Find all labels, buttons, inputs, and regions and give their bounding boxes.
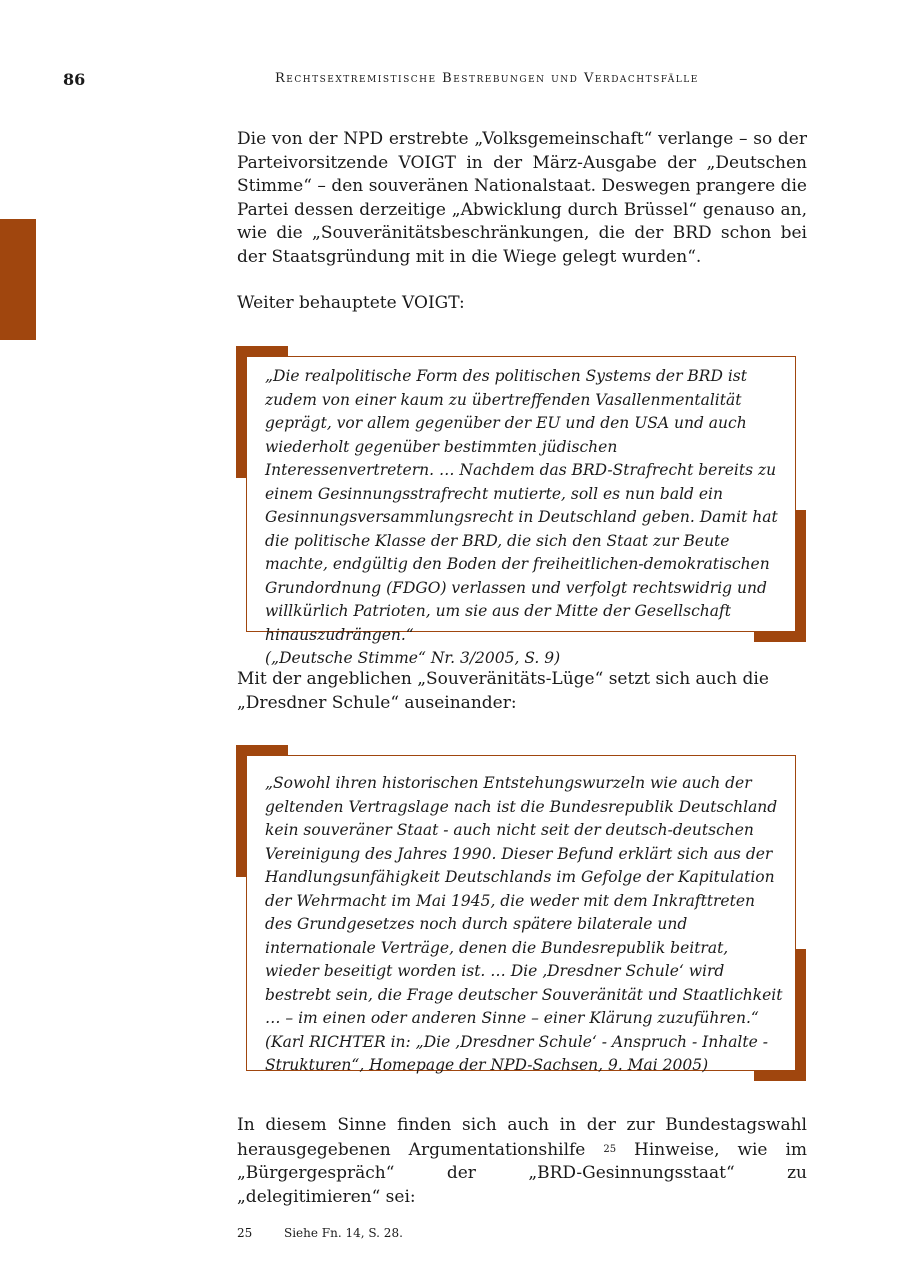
body-paragraph-2: Weiter behauptete VOIGT: (237, 293, 465, 313)
quote-accent-left (236, 745, 246, 877)
quote-accent-left (236, 346, 246, 478)
footnote-reference[interactable]: 25 (603, 1143, 617, 1155)
quote-text (265, 772, 785, 1078)
body-paragraph-1: Die von der NPD erstrebte „Volksgemeinschaft“ verlange – so der Parteivorsitzende VOIGT in der März-Ausgabe der „Deutschen Stimme“ – den souveränen Nationalstaat. Deswegen prangere die Partei dessen derzeitige „Abwicklung durch Brüssel“ genauso an, wie die „Souveränitätsbeschränkungen, die der BRD schon bei der Staatsgründung mit in die Wiege gelegt wurden“. (237, 129, 807, 267)
quote-frame (246, 755, 796, 1074)
page-number: 86 (63, 70, 86, 89)
paragraph-text: In diesem Sinne finden sich auch in der zur Bundestagswahl herausgegebenen Argumentationshilfe (237, 1115, 807, 1160)
quote-text (265, 365, 785, 671)
footnote-number: 25 (237, 1226, 253, 1240)
quote-accent-right (796, 949, 806, 1081)
chapter-side-tab (0, 219, 36, 340)
body-paragraph-3: Mit der angeblichen „Souveränitäts-Lüge“ setzt sich auch die „Dresdner Schule“ auseinander: (237, 669, 769, 713)
quote-box-1 (236, 346, 806, 667)
quote-frame (246, 356, 796, 667)
footnote-text: Siehe Fn. 14, S. 28. (284, 1226, 403, 1240)
quote-source: (Karl RICHTER in: „Die ‚Dresdner Schule‘ - Anspruch - Inhalte - Strukturen“, Homepage der NPD-Sachsen, 9. Mai 2005) (265, 1032, 768, 1074)
body-paragraph-4 (237, 1114, 807, 1209)
quote-body: „Sowohl ihren historischen Entstehungswurzeln wie auch der geltenden Vertragslage nach ist die Bundesrepublik Deutschland kein souveräner Staat - auch nicht seit der deutsch-deutschen Vereinigung des Jahres 1990. Dieser Befund erklärt sich aus der Handlungsunfähigkeit Deutschlands im Gefolge der Kapitulation der Wehrmacht im Mai 1945, die weder mit dem Inkrafttreten des Grundgesetzes noch durch spätere bilaterale und internationale Verträge, denen die Bundesrepublik beitrat, wieder beseitigt worden ist. … Die ‚Dresdner Schule‘ wird bestrebt sein, die Frage deutscher Souveränität und Staatlichkeit … – im einen oder anderen Sinne – einer Klärung zuzuführen.“ (265, 774, 783, 1027)
quote-body: „Die realpolitische Form des politischen Systems der BRD ist zudem von einer kaum zu übertreffenden Vasallenmentalität geprägt, vor allem gegenüber der EU und den USA und auch wiederholt gegenüber bestimmten jüdischen Interessenvertretern. … Nachdem das BRD-Strafrecht bereits zu einem Gesinnungsstrafrecht mutierte, soll es nun bald ein Gesinnungsversammlungsrecht in Deutschland geben. Damit hat die politische Klasse der BRD, die sich den Staat zur Beute machte, endgültig den Boden der freiheitlichen-demokratischen Grundordnung (FDGO) verlassen und verfolgt rechtswidrig und willkürlich Patrioten, um sie aus der Mitte der Gesellschaft hinauszudrängen.“ (265, 367, 778, 644)
quote-box-2 (236, 745, 806, 1081)
running-header: Rechtsextremistische Bestrebungen und Verdachtsfälle (275, 71, 699, 86)
quote-source: („Deutsche Stimme“ Nr. 3/2005, S. 9) (265, 649, 561, 667)
paragraph-text: Hinweise, wie im „Bürgergespräch“ der „BRD-Gesinnungsstaat“ zu „delegitimieren“ sei: (237, 1139, 808, 1207)
quote-accent-right (796, 510, 806, 642)
